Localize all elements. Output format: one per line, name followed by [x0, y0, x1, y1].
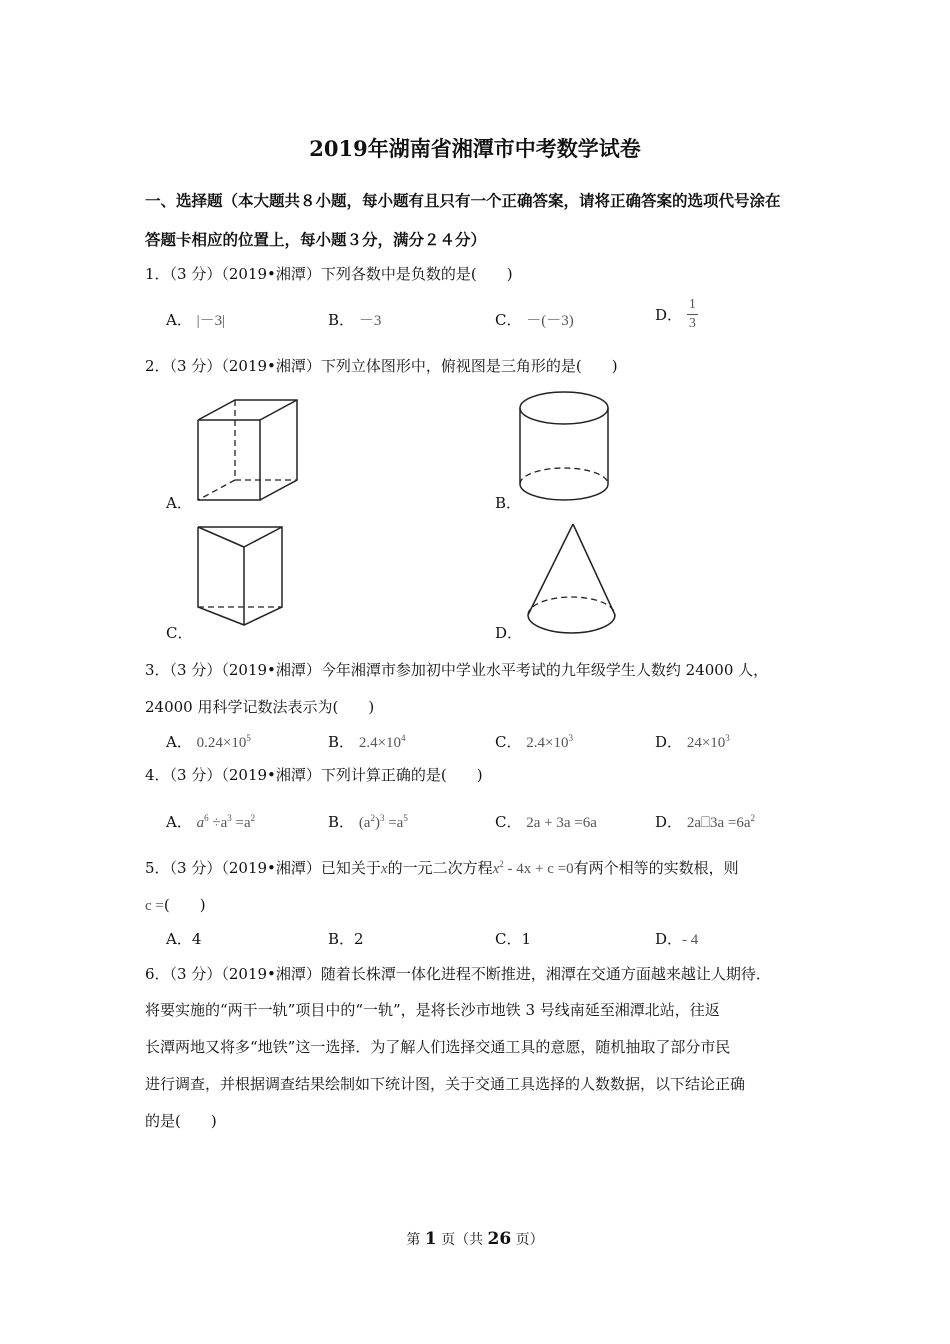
cylinder-figure — [518, 390, 610, 502]
q4-d-value — [687, 815, 755, 831]
q4-option-a[interactable] — [166, 811, 255, 832]
q4-b-label: B． — [328, 813, 355, 831]
q5-d-value: - 4 — [682, 932, 699, 948]
q1-option-a[interactable] — [166, 309, 225, 330]
q4-b-part2: ) — [374, 815, 380, 831]
q3-option-d[interactable] — [655, 731, 730, 752]
q4-option-b[interactable] — [328, 811, 408, 832]
q4-a-part2: ÷a — [208, 815, 228, 831]
q5-b-value: 2 — [354, 930, 364, 948]
footer-page-number: 1 — [424, 1229, 437, 1249]
footer-mid: 页（共 — [436, 1232, 488, 1248]
q1-d-numerator: 1 — [687, 296, 698, 315]
q4-d-exp1: 2 — [750, 813, 755, 823]
q4-a-exp3: 2 — [250, 813, 256, 823]
q3-c-base: 2.4×10 — [526, 735, 569, 751]
cone-figure — [525, 522, 617, 637]
page-title: 2019年湖南省湘潭市中考数学试卷 — [309, 136, 641, 161]
q4-a-label: A． — [166, 813, 192, 831]
q4-b-exp2: 3 — [379, 813, 385, 823]
q3-b-exponent: 4 — [401, 733, 406, 743]
q5-option-b[interactable] — [328, 928, 364, 949]
q1-c-value: －(－3) — [526, 313, 574, 329]
q4-a-part1: a — [196, 815, 205, 831]
q4-a-value — [197, 815, 256, 831]
q1-option-d[interactable] — [655, 296, 698, 333]
section-heading-line1: 一、选择题（本大题共８小题，每小题有且只有一个正确答案，请将正确答案的选项代号涂在 — [145, 191, 781, 210]
q1-option-b[interactable] — [328, 309, 381, 330]
q4-c-label: C． — [495, 813, 522, 831]
q5-a-value: 4 — [191, 930, 202, 948]
q3-option-a[interactable] — [166, 731, 251, 752]
q3-d-label: D． — [655, 733, 683, 751]
q5-eq-part1: x — [492, 861, 500, 877]
q4-b-part3: =a — [384, 815, 404, 831]
q3-a-exponent: 5 — [246, 733, 251, 743]
q5-option-a[interactable] — [166, 928, 201, 949]
q5-a-label: A． — [166, 930, 192, 948]
q5-b-label: B． — [328, 930, 355, 948]
q6-stem-line5: 的是( ) — [145, 1112, 217, 1130]
triangular-prism-figure — [195, 525, 285, 627]
q2-option-c[interactable]: C． — [166, 624, 193, 642]
q1-d-label: D． — [655, 306, 683, 324]
q3-a-label: A． — [166, 733, 192, 751]
q3-option-b[interactable] — [328, 731, 406, 752]
q3-b-base: 2.4×10 — [358, 735, 402, 751]
q2-stem: 2．（3 分）（2019•湘潭）下列立体图形中，俯视图是三角形的是( ) — [145, 357, 618, 375]
q5-eq-exp1: 2 — [499, 859, 504, 869]
q6-stem-line3: 长潭两地又将多“地铁”这一选择．为了解人们选择交通工具的意愿，随机抽取了部分市民 — [145, 1038, 731, 1056]
q5-line2-math: c = — [145, 898, 164, 914]
q4-d-part1: 2a⎕3a =6a — [686, 815, 751, 831]
q5-equation — [493, 861, 574, 877]
q4-a-exp1: 6 — [204, 813, 209, 823]
q1-stem: 1．（3 分）（2019•湘潭）下列各数中是负数的是( ) — [145, 265, 513, 283]
page-footer — [0, 1229, 950, 1249]
q3-c-value — [526, 735, 573, 751]
q5-stem-line1 — [145, 857, 739, 878]
q1-a-label: A． — [166, 311, 192, 329]
q2-option-d[interactable]: D． — [495, 624, 523, 642]
q1-d-fraction — [687, 296, 698, 333]
q6-stem-line4: 进行调查，并根据调查结果绘制如下统计图，关于交通工具选择的人数数据，以下结论正确 — [145, 1075, 746, 1093]
q5-stem-pre: 5．（3 分）（2019•湘潭）已知关于 — [145, 859, 381, 877]
q5-c-value: 1 — [521, 930, 532, 948]
q1-c-label: C． — [495, 311, 522, 329]
q5-var-x: x — [380, 861, 388, 877]
q4-b-exp3: 5 — [403, 813, 408, 823]
q5-stem-line2 — [145, 894, 206, 915]
q4-c-value: 2a + 3a =6a — [526, 815, 597, 831]
q3-option-c[interactable] — [495, 731, 573, 752]
q1-b-value: －3 — [358, 313, 382, 329]
q3-a-base: 0.24×10 — [196, 735, 247, 751]
q5-eq-part2: - 4x + c =0 — [503, 861, 574, 877]
q3-stem-line2: 24000 用科学记数法表示为( ) — [145, 698, 375, 716]
q6-stem-line1: 6．（3 分）（2019•湘潭）随着长株潭一体化进程不断推进，湘潭在交通方面越来越让人期待． — [145, 965, 771, 983]
footer-pre: 第 — [406, 1232, 425, 1248]
q1-d-denominator: 3 — [688, 316, 696, 331]
q5-stem-mid: 的一元二次方程 — [387, 859, 493, 877]
q3-d-exponent: 3 — [725, 733, 730, 743]
q4-d-label: D． — [655, 813, 683, 831]
q1-b-label: B． — [328, 311, 355, 329]
q4-option-c[interactable] — [495, 811, 597, 832]
q3-d-value — [687, 735, 730, 751]
footer-post: 页） — [511, 1232, 544, 1248]
q3-c-exponent: 3 — [568, 733, 573, 743]
q2-option-a[interactable]: A． — [166, 494, 192, 512]
q5-line2-text: ( ) — [163, 896, 206, 914]
q2-option-b[interactable]: B． — [495, 494, 522, 512]
q3-a-value — [197, 735, 251, 751]
q4-a-part3: =a — [231, 815, 251, 831]
q3-c-label: C． — [495, 733, 522, 751]
footer-total-pages: 26 — [487, 1229, 512, 1249]
q1-option-c[interactable] — [495, 309, 574, 330]
q5-d-label: D． — [655, 930, 683, 948]
q1-a-value: |－3| — [196, 313, 226, 329]
q4-option-d[interactable] — [655, 811, 755, 832]
q3-b-label: B． — [328, 733, 355, 751]
q3-stem-line1: 3．（3 分）（2019•湘潭）今年湘潭市参加初中学业水平考试的九年级学生人数约 24000 人， — [145, 661, 769, 679]
q5-option-d[interactable] — [655, 928, 698, 949]
q3-d-base: 24×10 — [686, 735, 726, 751]
q3-b-value — [359, 735, 406, 751]
section-heading-line2: 答题卡相应的位置上，每小题３分，满分２４分） — [145, 230, 487, 249]
q4-b-part1: (a — [358, 815, 371, 831]
q5-stem-post: 有两个相等的实数根，则 — [573, 859, 739, 877]
cube-figure — [190, 398, 300, 503]
q4-b-exp1: 2 — [370, 813, 375, 823]
q5-option-c[interactable] — [495, 928, 531, 949]
q4-b-value — [359, 815, 408, 831]
q4-stem: 4．（3 分）（2019•湘潭）下列计算正确的是( ) — [145, 766, 483, 784]
q4-a-exp2: 3 — [227, 813, 232, 823]
q6-stem-line2: 将要实施的“两干一轨”项目中的“一轨”，是将长沙市地铁 3 号线南延至湘潭北站，往返 — [145, 1001, 720, 1019]
q5-c-label: C． — [495, 930, 522, 948]
